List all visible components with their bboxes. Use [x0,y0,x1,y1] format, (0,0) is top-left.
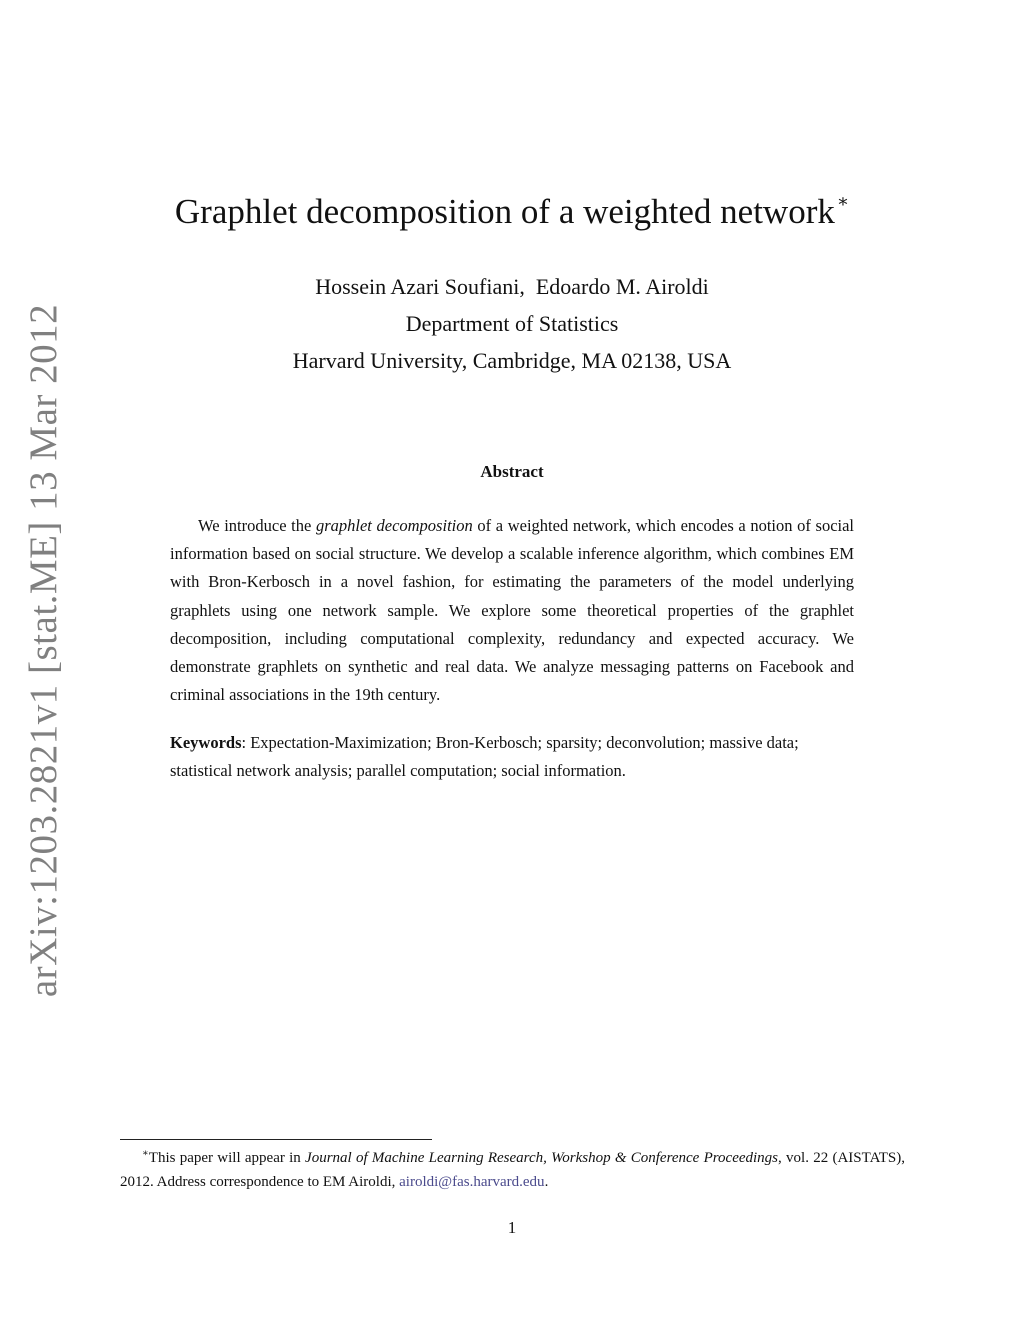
abstract-lead: We introduce the [198,516,316,535]
arxiv-identifier-text: arXiv:1203.2821v1 [stat.ME] 13 Mar 2012 [22,303,66,997]
keywords-text: : Expectation-Maximization; Bron-Kerbosch; sparsity; deconvolution; massive data; statistical network analysis; parallel computation; social information. [170,733,799,781]
keywords-label: Keywords [170,733,242,752]
keywords-paragraph [170,729,860,785]
abstract-heading: Abstract [480,462,544,481]
footnote-end: . [544,1174,549,1190]
abstract-body [170,512,854,709]
footnote-lead: This paper will appear in [148,1150,306,1166]
author-affiliation: Harvard University, Cambridge, MA 02138, USA [292,348,732,373]
email-link[interactable]: airoldi@fas.harvard.edu [399,1174,545,1190]
abstract-emphasis: graphlet decomposition [315,516,473,535]
arxiv-identifier-stamp [14,303,74,997]
footnote-divider [120,1139,432,1140]
footnote-journal: Journal of Machine Learning Research, Workshop & Conference Proceedings [305,1150,779,1166]
author-block [0,268,1024,379]
author-department: Department of Statistics [405,311,619,336]
paper-title-text: Graphlet decomposition of a weighted network [174,192,835,231]
page-number: 1 [507,1218,517,1237]
paper-title [0,178,1024,235]
author-names: Hossein Azari Soufiani, Edoardo M. Airoldi [315,274,709,299]
footnote [120,1142,905,1194]
abstract-text: of a weighted network, which encodes a notion of social information based on social structure. We develop a scalable inference algorithm, which combines EM with Bron-Kerbosch in a novel fashion, for estimating the parameters of the model underlying graphlets using one network sample. We explore some theoretical properties of the graphlet decomposition, including computational complexity, redundancy and expected accuracy. We demonstrate graphlets on synthetic and real data. We analyze messaging patterns on Facebook and criminal associations in the 19th century. [170,516,855,705]
footnote-middle: , vol. 22 (AISTATS), 2012. Address correspondence to EM Airoldi, [120,1150,905,1190]
title-footnote-mark: ∗ [836,191,850,211]
footnote-mark: ∗ [142,1148,149,1159]
